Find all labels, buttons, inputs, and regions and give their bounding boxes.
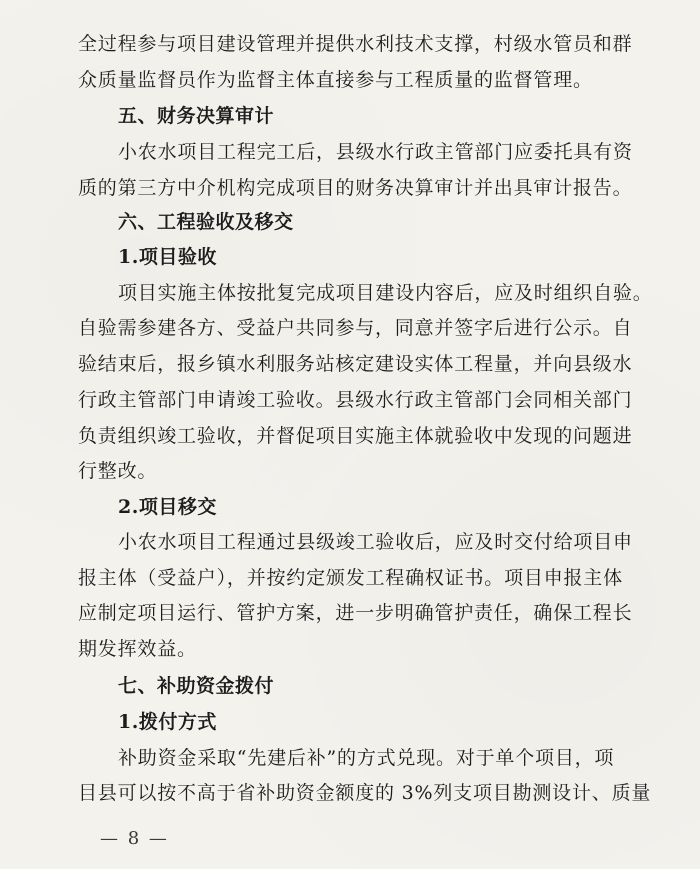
section-heading-finance-audit: 五、财务决算审计 <box>118 105 275 127</box>
body-text-line: 项目实施主体按批复完成项目建设内容后，应及时组织自验。 <box>118 282 653 304</box>
body-text-line: 验结束后，报乡镇水利服务站核定建设实体工程量，并向县级水 <box>78 353 633 375</box>
body-text-line: 自验需参建各方、受益户共同参与，同意并签字后进行公示。自 <box>78 317 633 339</box>
body-text-line: 众质量监督员作为监督主体直接参与工程质量的监督管理。 <box>78 69 593 91</box>
body-text-line: 应制定项目运行、管护方案，进一步明确管护责任，确保工程长 <box>78 602 633 624</box>
body-text-line: 小农水项目工程通过县级竣工验收后，应及时交付给项目申 <box>118 531 633 553</box>
body-text-line: 期发挥效益。 <box>78 638 197 660</box>
body-text-line: 小农水项目工程完工后，县级水行政主管部门应委托具有资 <box>118 141 633 163</box>
body-text-line: 报主体（受益户），并按约定颁发工程确权证书。项目申报主体 <box>78 567 623 589</box>
page-number: — 8 — <box>100 828 169 849</box>
body-text-line: 质的第三方中介机构完成项目的财务决算审计并出具审计报告。 <box>78 177 633 199</box>
section-heading-subsidy-disbursement: 七、补助资金拨付 <box>118 675 275 697</box>
subsection-heading-project-transfer: 2.项目移交 <box>118 496 217 518</box>
section-heading-acceptance-transfer: 六、工程验收及移交 <box>118 211 294 233</box>
body-text-line: 全过程参与项目建设管理并提供水利技术支撑，村级水管员和群 <box>78 33 633 55</box>
subsection-heading-project-acceptance: 1.项目验收 <box>118 246 217 268</box>
body-text-line: 目县可以按不高于省补助资金额度的 3%列支项目勘测设计、质量 <box>78 782 652 804</box>
body-text-line: 行整改。 <box>78 460 158 482</box>
body-text-line: 补助资金采取“先建后补”的方式兑现。对于单个项目，项 <box>118 747 615 769</box>
body-text-line: 行政主管部门申请竣工验收。县级水行政主管部门会同相关部门 <box>78 389 633 411</box>
body-text-line: 负责组织竣工验收，并督促项目实施主体就验收中发现的问题进 <box>78 425 633 447</box>
subsection-heading-disbursement-method: 1.拨付方式 <box>118 711 217 733</box>
